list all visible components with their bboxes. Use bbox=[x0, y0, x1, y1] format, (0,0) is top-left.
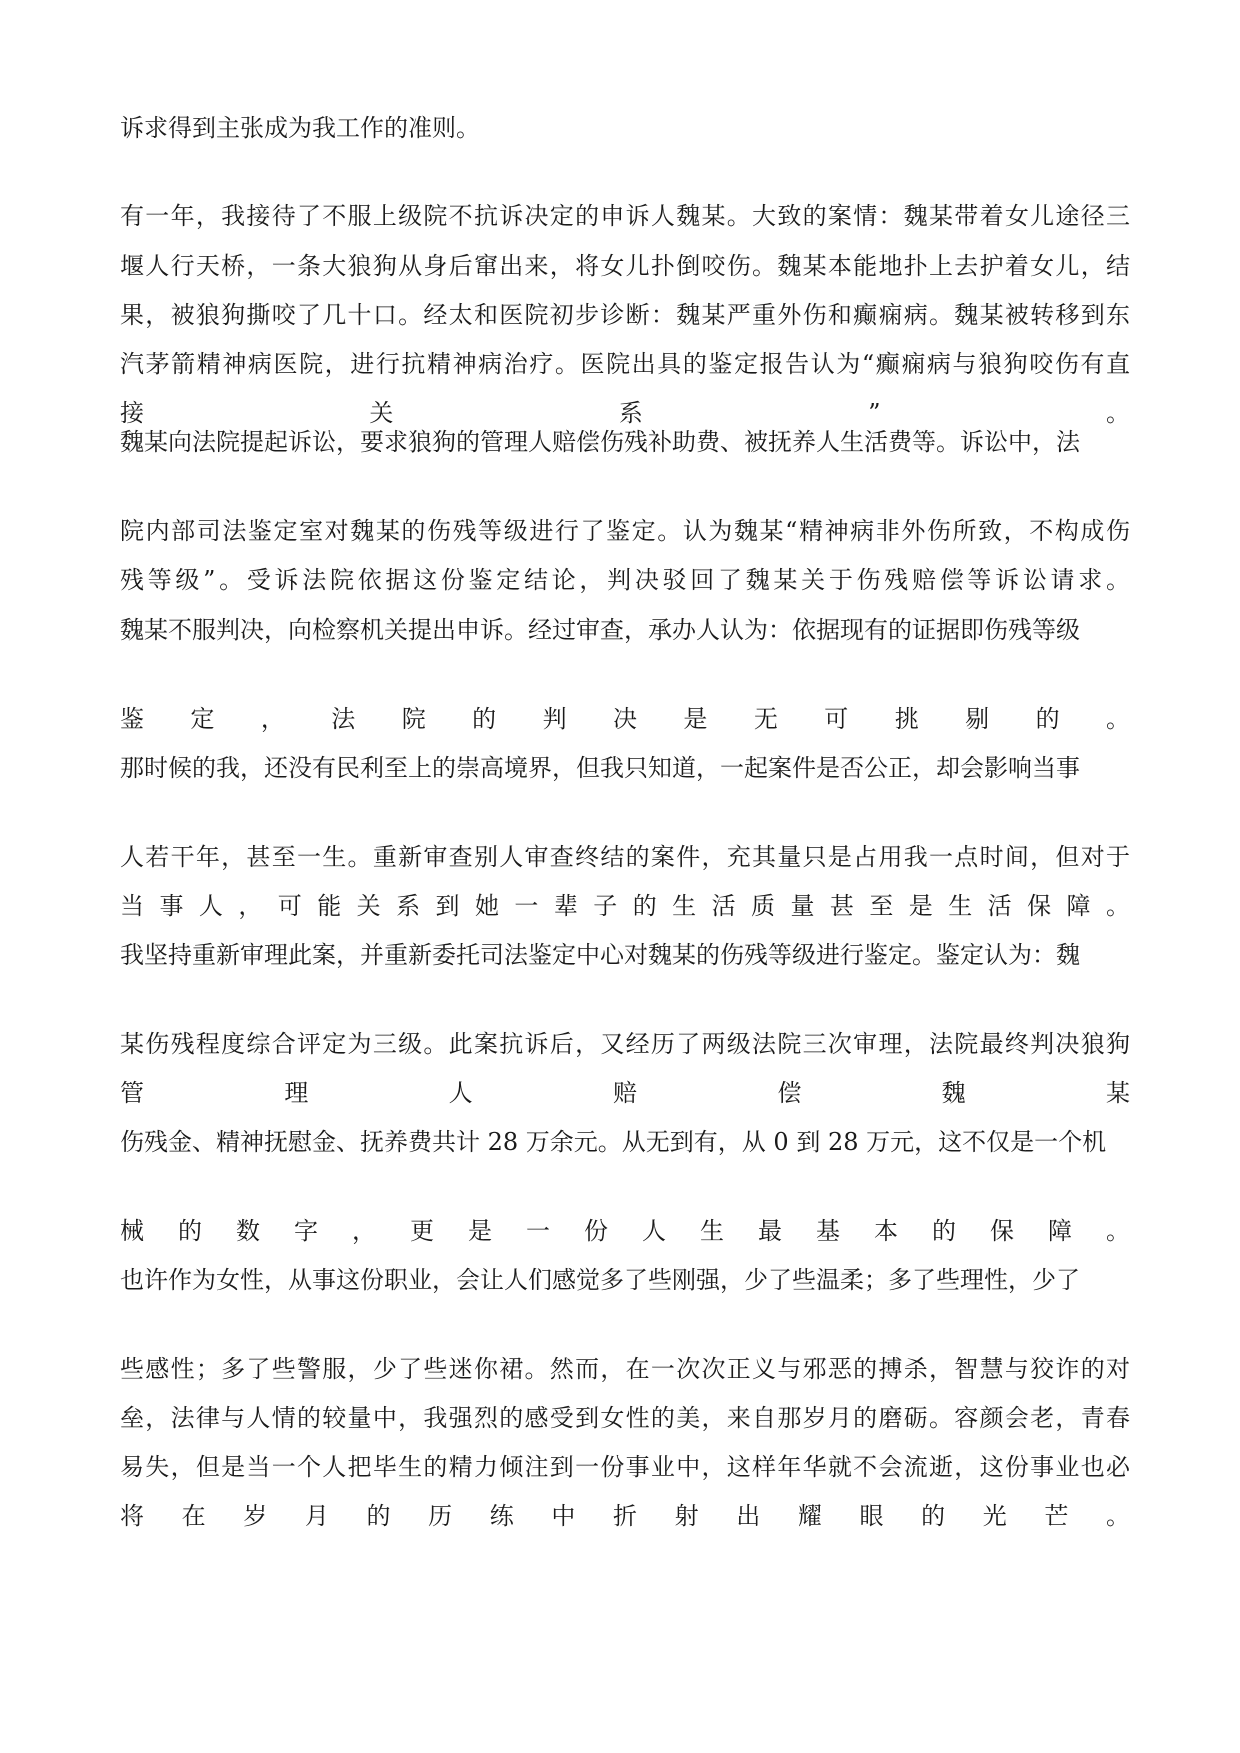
text-line: 管理人赔偿魏某 bbox=[120, 1079, 1130, 1107]
text-line: 果，被狼狗撕咬了几十口。经太和医院初步诊断：魏某严重外伤和癫痫病。魏某被转移到东 bbox=[120, 301, 1130, 329]
text-line: 汽茅箭精神病医院，进行抗精神病治疗。医院出具的鉴定报告认为“癫痫病与狼狗咬伤有直 bbox=[120, 350, 1130, 378]
text-line: 当事人，可能关系到她一辈子的生活质量甚至是生活保障。 bbox=[120, 892, 1130, 920]
text-line: 诉求得到主张成为我工作的准则。 bbox=[120, 114, 480, 142]
text-line: 接关系”。 bbox=[120, 399, 1130, 427]
text-line: 也许作为女性，从事这份职业，会让人们感觉多了些刚强，少了些温柔；多了些理性，少了 bbox=[120, 1266, 1080, 1294]
text-line: 械的数字，更是一份人生最基本的保障。 bbox=[120, 1217, 1130, 1245]
text-line: 鉴定，法院的判决是无可挑剔的。 bbox=[120, 705, 1130, 733]
text-line: 那时候的我，还没有民利至上的崇高境界，但我只知道，一起案件是否公正，却会影响当事 bbox=[120, 754, 1080, 782]
text-line: 残等级”。受诉法院依据这份鉴定结论，判决驳回了魏某关于伤残赔偿等诉讼请求。 bbox=[120, 566, 1130, 594]
text-line: 某伤残程度综合评定为三级。此案抗诉后，又经历了两级法院三次审理，法院最终判决狼狗 bbox=[120, 1030, 1130, 1058]
text-line: 易失，但是当一个人把毕生的精力倾注到一份事业中，这样年华就不会流逝，这份事业也必 bbox=[120, 1453, 1130, 1481]
text-line: 院内部司法鉴定室对魏某的伤残等级进行了鉴定。认为魏某“精神病非外伤所致，不构成伤 bbox=[120, 517, 1130, 545]
text-line: 堰人行天桥，一条大狼狗从身后窜出来，将女儿扑倒咬伤。魏某本能地扑上去护着女儿，结 bbox=[120, 252, 1130, 280]
text-line: 我坚持重新审理此案，并重新委托司法鉴定中心对魏某的伤残等级进行鉴定。鉴定认为：魏 bbox=[120, 941, 1080, 969]
text-line: 伤残金、精神抚慰金、抚养费共计 28 万余元。从无到有，从 0 到 28 万元，这不仅是一个机 bbox=[120, 1128, 1107, 1156]
text-line: 垒，法律与人情的较量中，我强烈的感受到女性的美，来自那岁月的磨砺。容颜会老，青春 bbox=[120, 1404, 1130, 1432]
text-line: 人若干年，甚至一生。重新审查别人审查终结的案件，充其量只是占用我一点时间，但对于 bbox=[120, 843, 1130, 871]
text-line: 魏某向法院提起诉讼，要求狼狗的管理人赔偿伤残补助费、被抚养人生活费等。诉讼中，法 bbox=[120, 428, 1080, 456]
text-line: 将在岁月的历练中折射出耀眼的光芒。 bbox=[120, 1502, 1130, 1530]
text-line: 魏某不服判决，向检察机关提出申诉。经过审查，承办人认为：依据现有的证据即伤残等级 bbox=[120, 616, 1080, 644]
text-line: 有一年，我接待了不服上级院不抗诉决定的申诉人魏某。大致的案情：魏某带着女儿途径三 bbox=[120, 202, 1130, 230]
text-line: 些感性；多了些警服，少了些迷你裙。然而，在一次次正义与邪恶的搏杀，智慧与狡诈的对 bbox=[120, 1355, 1130, 1383]
